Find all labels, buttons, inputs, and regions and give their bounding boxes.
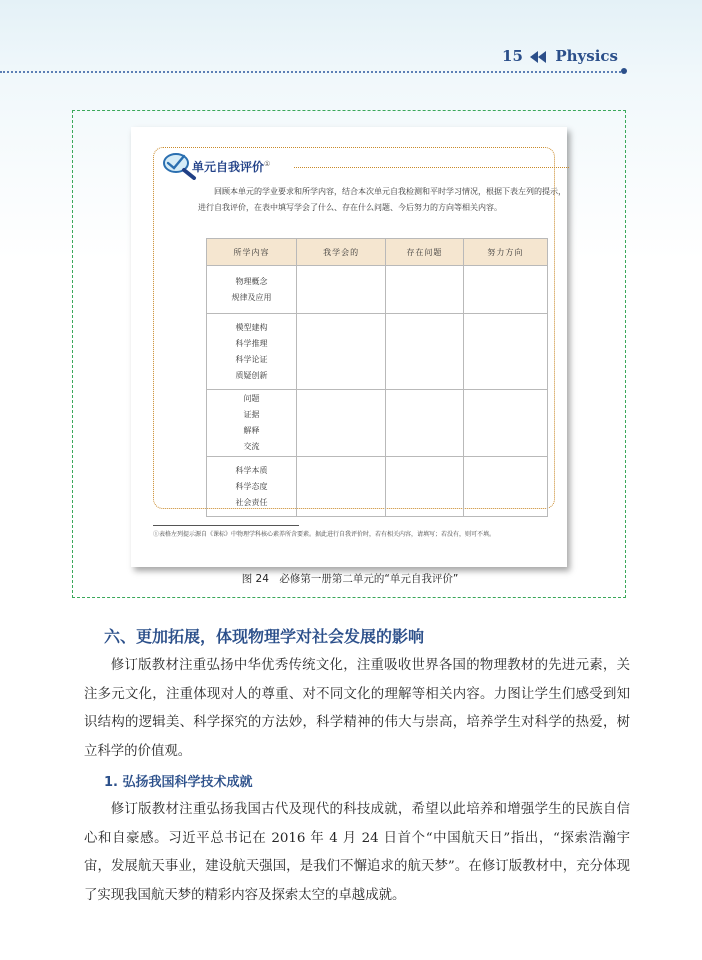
table-header: 所学内容 [207,239,297,266]
table-row [207,390,548,457]
section-name: Physics [555,47,618,65]
double-left-arrow-icon [530,51,548,63]
table-cell-topic: 模型建构 科学推理 科学论证 质疑创新 [207,314,297,390]
table-row [207,457,548,517]
footnote: ①表格左列提示源自《课标》中物理学科核心素养所含要素。据此进行自我评价时，若有相关内容，请填写；若没有，则可不填。 [153,531,496,538]
header-divider-dot [621,68,627,74]
table-cell-empty [463,457,547,517]
table-header: 我学会的 [297,239,386,266]
page-header [0,0,702,80]
table-cell-empty [386,457,464,517]
table-cell-empty [297,314,386,390]
table-header-row [207,239,548,266]
table-cell-empty [386,266,464,314]
table-row [207,266,548,314]
evaluation-frame [153,147,566,509]
header-divider [0,71,624,73]
table-cell-empty [386,314,464,390]
evaluation-title: 单元自我评价① [192,160,271,174]
table-cell-empty [386,390,464,457]
subsection-heading: 1. 弘扬我国科学技术成就 [104,775,253,790]
table-cell-empty [297,266,386,314]
title-dotted-line [294,167,569,168]
table-cell-empty [297,390,386,457]
table-row [207,314,548,390]
figure-image [131,127,567,567]
table-cell-topic: 科学本质 科学态度 社会责任 [207,457,297,517]
subsection-paragraph: 修订版教材注重弘扬我国古代及现代的科技成就，希望以此培养和增强学生的民族自信心和自豪感。习近平总书记在 2016 年 4 月 24 日首个“中国航天日”指出，“探索浩瀚宇宙，发展航天事业，建设航天强国，是我们不懈追求的航天梦”。在修订版教材中，充分体现了实现我国航天梦的精彩内容及探索太空的卓越成就。 [84,802,630,903]
footnote-marker: ① [264,160,271,168]
figure-caption: 图 24 必修第一册第二单元的“单元自我评价” [241,573,459,585]
page-number: 15 [502,47,523,65]
evaluation-intro: 回顾本单元的学业要求和所学内容，结合本次单元自我检测和平时学习情况，根据下表左列的提示，进行自我评价，在表中填写学会了什么、存在什么问题、今后努力的方向等相关内容。 [198,187,566,212]
table-cell-empty [463,314,547,390]
section-heading: 六、更加拓展，体现物理学对社会发展的影响 [104,627,425,646]
table-header: 努力方向 [463,239,547,266]
figure-frame [72,110,626,598]
evaluation-table [206,238,548,517]
footnote-divider [153,525,299,526]
table-header: 存在问题 [386,239,464,266]
table-cell-topic: 问题 证据 解释 交流 [207,390,297,457]
table-cell-topic: 物理概念 规律及应用 [207,266,297,314]
table-cell-empty [463,390,547,457]
header-title [502,47,618,65]
section-paragraph: 修订版教材注重弘扬中华优秀传统文化，注重吸收世界各国的物理教材的先进元素，关注多元文化，注重体现对人的尊重、对不同文化的理解等相关内容。力图让学生们感受到知识结构的逻辑美、科学探究的方法妙，科学精神的伟大与崇高，培养学生对科学的热爱，树立科学的价值观。 [84,658,630,759]
table-cell-empty [297,457,386,517]
table-cell-empty [463,266,547,314]
